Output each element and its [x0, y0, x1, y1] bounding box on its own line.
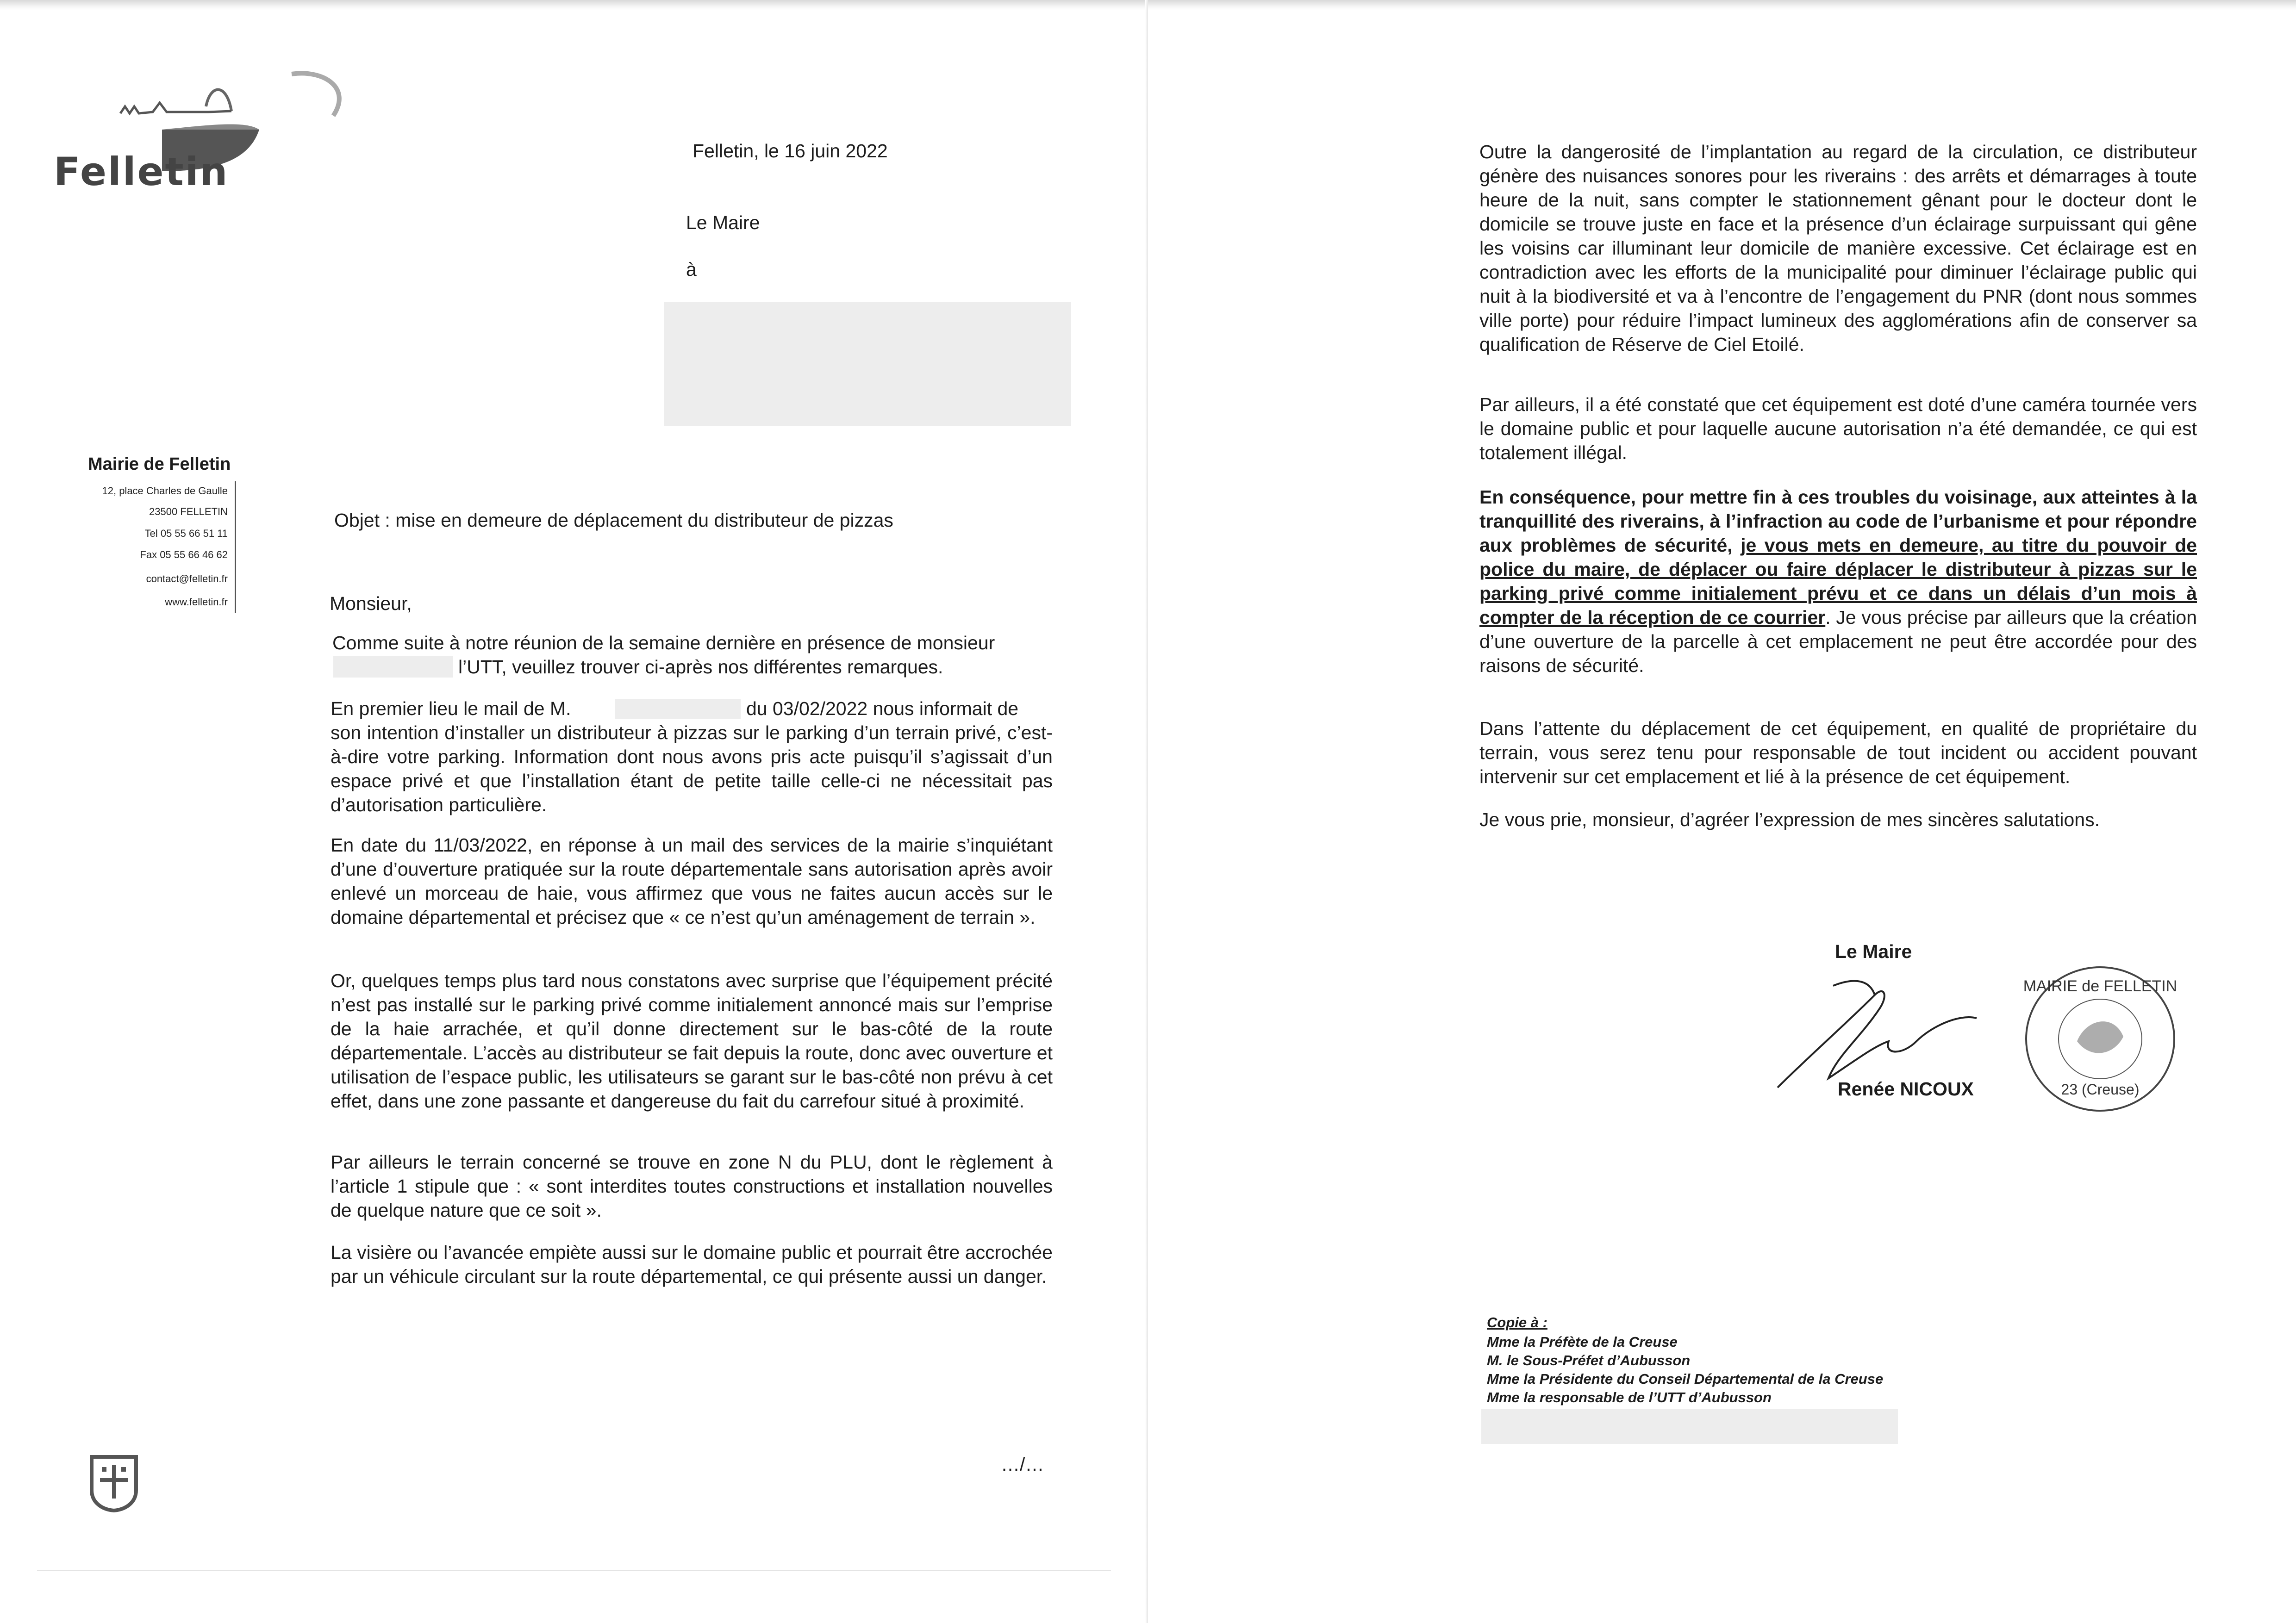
closing-salutation: Je vous prie, monsieur, d’agréer l’expression de mes sincères salutations. [1479, 809, 2100, 830]
office-city: 23500 FELLETIN [149, 506, 228, 517]
copy-recipient: Mme la Présidente du Conseil Départemental de la Creuse [1487, 1371, 1884, 1387]
copy-heading: Copie à : [1487, 1314, 1547, 1331]
town-hall-stamp [2021, 963, 2179, 1115]
paragraph-liability: Dans l’attente du déplacement de cet équipement, en qualité de propriétaire du terrain, vous serez tenu pour responsable de tout incident ou accident pouvant intervenir sur cet emplacement et lié à la présence de cet équipement. [1479, 718, 2197, 787]
copy-recipient: Mme la responsable de l’UTT d’Aubusson [1487, 1389, 1772, 1405]
paragraph-march: En date du 11/03/2022, en réponse à un mail des services de la mairie s’inquiétant d’une d’ouverture pratiquée sur la route départementale sans autorisation après avoir enlevé un morceau de haie, vous affirmez que vous ne faites aucun accès sur le domaine départemental et précisez que « ce n’est qu’un aménagement de terrain ». [331, 834, 1053, 928]
scan-edge [0, 0, 1148, 10]
office-name: Mairie de Felletin [88, 454, 231, 474]
paragraph-mail: son intention d’installer un distributeur à pizzas sur le parking d’un terrain privé, c’est-à-dire votre parking. Information dont nous avons pris acte puisqu’il s’agissait d’un espace privé et que l’installation étant de petite taille celle-ci ne nécessitait pas d’autorisation particulière. [331, 722, 1053, 815]
paragraph-intro: Comme suite à notre réunion de la semaine dernière en présence de monsieur [332, 632, 995, 653]
paragraph-visor: La visière ou l’avancée empiète aussi sur le domaine public et pourrait être accrochée par un véhicule circulant sur la route départemental, ce qui présente aussi un danger. [331, 1242, 1053, 1287]
paragraph-nuisances: Outre la dangerosité de l’implantation au regard de la circulation, ce distributeur génère des nuisances sonores pour les riverains : des arrêts et démarrages à toute heure de la nuit, sans compter le stationnement gênant pour le docteur dont le domicile se trouve juste en face et la présence d’un éclairage surpuissant qui gêne les voisins car illuminant leur domicile de manière excessive. Cet éclairage est en contradiction avec les efforts de la municipalité pour diminuer l’éclairage public qui nuit à la biodiversité et va à l’encontre de l’engagement du PNR (dont nous sommes ville porte) pour réduire l’impact lumineux des agglomérations afin de conserver sa qualification de Réserve de Ciel Etoilé. [1479, 141, 2197, 355]
office-contact [56, 481, 228, 616]
stamp-top-text: MAIRIE de FELLETIN [2023, 977, 2177, 995]
subject-line: Objet : mise en demeure de déplacement du distributeur de pizzas [334, 510, 893, 531]
redacted-name [333, 656, 453, 678]
letter-date: Felletin, le 16 juin 2022 [693, 140, 888, 162]
paragraph-mail-start: En premier lieu le mail de M. [331, 698, 571, 719]
formal-notice-rest: . Je vous précise par ailleurs que la création d’une ouverture de la parcelle à cet emplacement ne peut être accordée pour des raisons de sécurité. [1479, 607, 2197, 676]
office-website: www.felletin.fr [165, 596, 228, 608]
paragraph-intro-line2: l’UTT, veuillez trouver ci-après nos différentes remarques. [458, 656, 943, 678]
paragraph-camera: Par ailleurs, il a été constaté que cet équipement est doté d’une caméra tournée vers le domaine public et pour laquelle aucune autorisation n’a été demandée, ce qui est totalement illégal. [1479, 394, 2197, 463]
office-tel: Tel 05 55 66 51 11 [144, 528, 228, 539]
stamp-bottom-text: 23 (Creuse) [2061, 1081, 2140, 1098]
office-address: 12, place Charles de Gaulle [102, 485, 228, 497]
copy-recipient: Mme la Préfète de la Creuse [1487, 1334, 1678, 1350]
scan-edge-bottom [37, 1570, 1111, 1571]
sender-title: Le Maire [686, 212, 760, 233]
office-divider [235, 481, 236, 613]
formal-notice-underlined: je vous mets en demeure, au titre du pouvoir de police du maire, de déplacer ou faire déplacer le distributeur à pizzas sur le parking privé comme initialement prévu et ce dans un délais d’un mois à compter de la réception de ce courrier [1479, 535, 2197, 628]
paragraph-plu: Par ailleurs le terrain concerné se trouve en zone N du PLU, dont le règlement à l’article 1 stipule que : « sont interdites toutes constructions et installation nouvelles de quelque nature que ce soit ». [331, 1151, 1053, 1221]
redacted-sender [615, 699, 741, 719]
salutation: Monsieur, [330, 593, 412, 614]
paragraph-formal-notice [1479, 485, 2197, 678]
scan-edge [1148, 0, 2296, 10]
redacted-copy [1481, 1409, 1898, 1444]
formal-notice-bold: En conséquence, pour mettre fin à ces troubles du voisinage, aux atteintes à la tranquillité des riverains, à l’infraction au code de l’urbanisme et pour répondre aux problèmes de sécurité, [1479, 486, 2197, 556]
recipient-prefix: à [686, 259, 697, 280]
signatory-name: Renée NICOUX [1838, 1078, 1974, 1100]
signature-title: Le Maire [1835, 941, 1912, 962]
office-fax: Fax 05 55 66 46 62 [140, 549, 228, 560]
paragraph-mail-date: du 03/02/2022 nous informait de [746, 698, 1019, 719]
letter-page-2 [1148, 0, 2296, 1623]
logo-wordmark: Felletin [54, 149, 229, 194]
paragraph-installation: Or, quelques temps plus tard nous constatons avec surprise que l’équipement précité n’est pas installé sur le parking privé comme initialement annoncé mais sur l’emprise de la haie arrachée, et qu’il donne directement sur le bas-côté de la route départementale. L’accès au distributeur se fait depuis la route, donc avec ouverture et utilisation de l’espace public, les utilisateurs se garant sur le bas-côté non prévu à cet effet, dans une zone passante et dangereuse du fait du carrefour situé à proximité. [331, 970, 1053, 1112]
copy-recipient: M. le Sous-Préfet d’Aubusson [1487, 1352, 1691, 1368]
redacted-recipient [664, 302, 1071, 426]
office-email: contact@felletin.fr [146, 573, 228, 585]
continued-marker: …/… [1001, 1454, 1044, 1475]
cross-emblem-icon [88, 1453, 140, 1512]
